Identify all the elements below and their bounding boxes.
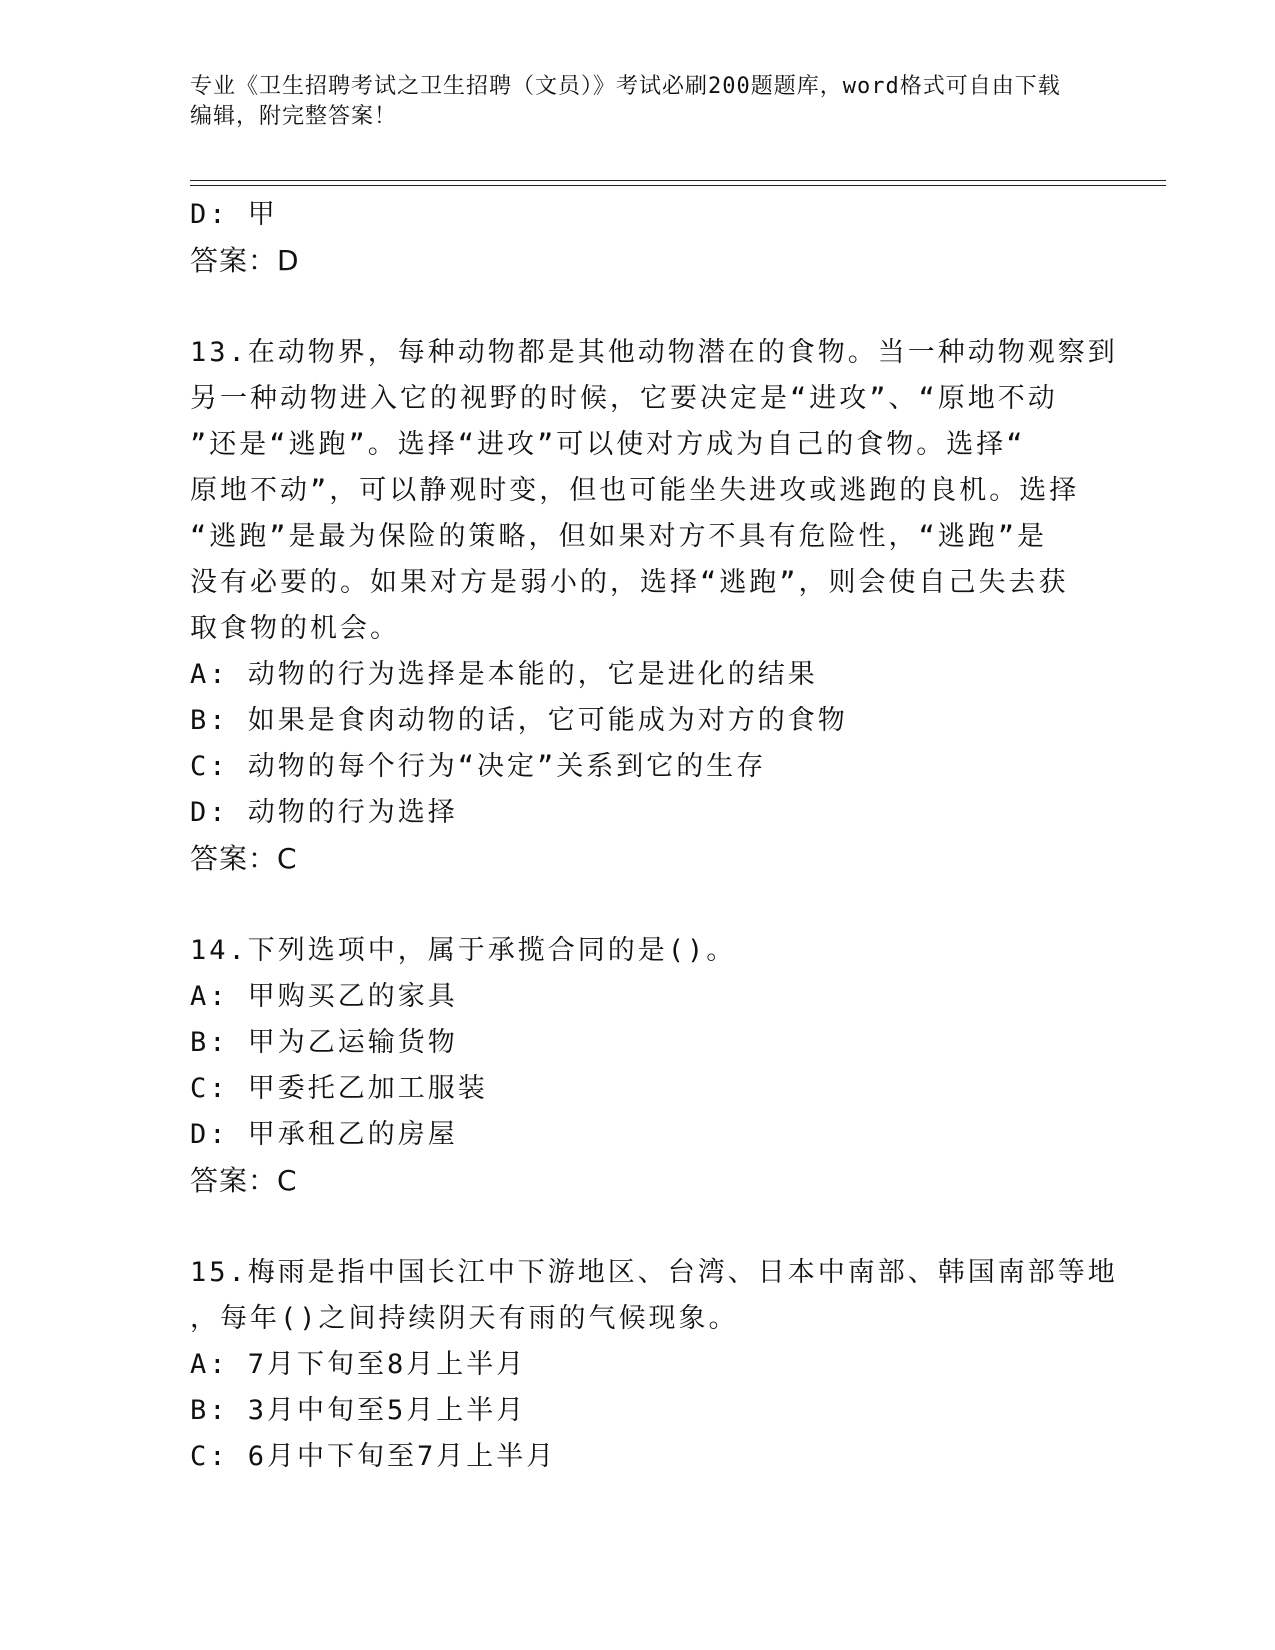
- stem-line: “逃跑”是最为保险的策略，但如果对方不具有危险性，“逃跑”是: [190, 521, 1048, 552]
- header-rule-top: [190, 180, 1166, 181]
- stem-line: 取食物的机会。: [190, 613, 400, 644]
- option-a: A: 7月下旬至8月上半月: [190, 1349, 527, 1380]
- stem-line: 另一种动物进入它的视野的时候，它要决定是“进攻”、“原地不动: [190, 383, 1058, 414]
- option-c: C: 6月中下旬至7月上半月: [190, 1441, 557, 1472]
- answer-line: 答案：C: [190, 842, 298, 875]
- question-stem: [190, 1250, 1118, 1342]
- stem-line: 原地不动”，可以静观时变，但也可能坐失进攻或逃跑的良机。选择: [190, 475, 1080, 506]
- option-b: B: 如果是食肉动物的话，它可能成为对方的食物: [190, 705, 848, 736]
- stem-line: 15.梅雨是指中国长江中下游地区、台湾、日本中南部、韩国南部等地: [190, 1257, 1118, 1288]
- stem-line: ，每年()之间持续阴天有雨的气候现象。: [190, 1303, 739, 1334]
- option-c: C: 甲委托乙加工服装: [190, 1073, 488, 1104]
- answer-line: 答案：D: [190, 244, 300, 277]
- option-d: D: 动物的行为选择: [190, 797, 458, 828]
- option-c: C: 动物的每个行为“决定”关系到它的生存: [190, 751, 767, 782]
- stem-line: 没有必要的。如果对方是弱小的，选择“逃跑”，则会使自己失去获: [190, 567, 1069, 598]
- option-a: A: 动物的行为选择是本能的，它是进化的结果: [190, 659, 818, 690]
- stem-line: ”还是“逃跑”。选择“进攻”可以使对方成为自己的食物。选择“: [190, 429, 1026, 460]
- document-body: [190, 192, 1118, 1480]
- option-d: D: 甲: [190, 199, 278, 230]
- option-d: D: 甲承租乙的房屋: [190, 1119, 458, 1150]
- stem-line: 13.在动物界，每种动物都是其他动物潜在的食物。当一种动物观察到: [190, 337, 1118, 368]
- stem-line: 14.下列选项中，属于承揽合同的是()。: [190, 935, 737, 966]
- option-b: B: 3月中旬至5月上半月: [190, 1395, 527, 1426]
- option-a: A: 甲购买乙的家具: [190, 981, 458, 1012]
- question-13: [190, 330, 1118, 882]
- document-header: [190, 72, 1070, 132]
- question-15: [190, 1250, 1118, 1480]
- question-14: [190, 928, 1090, 1204]
- question-stem: [190, 928, 1090, 974]
- option-b: B: 甲为乙运输货物: [190, 1027, 458, 1058]
- answer-line: 答案：C: [190, 1164, 298, 1197]
- header-text: 专业《卫生招聘考试之卫生招聘（文员）》考试必刷200题题库，word格式可自由下载编辑，附完整答案！: [190, 74, 1061, 129]
- question-stem: [190, 330, 1118, 652]
- header-rule-bottom: [190, 185, 1166, 186]
